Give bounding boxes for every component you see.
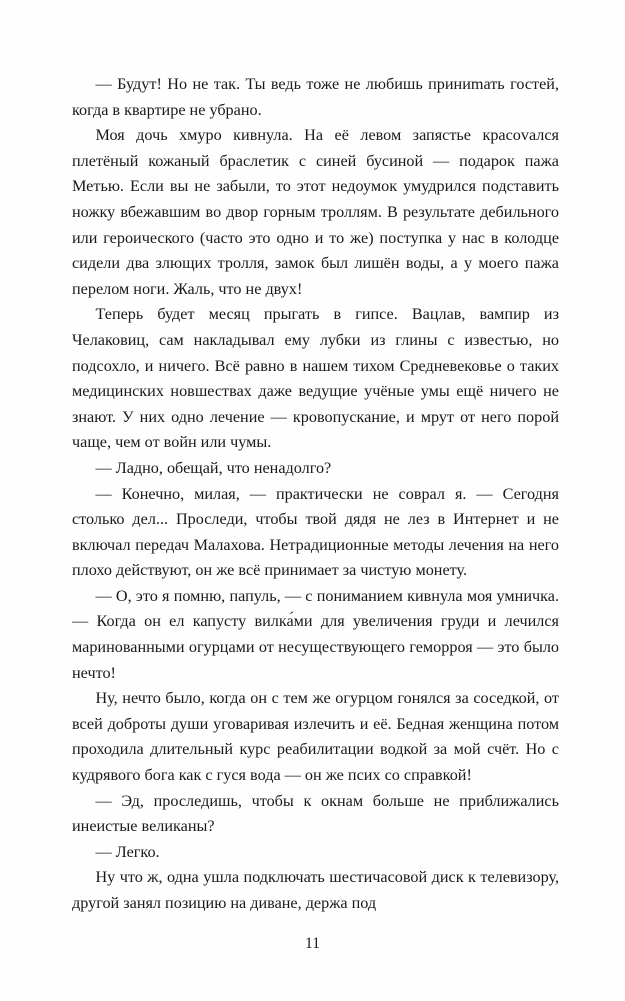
paragraph: Моя дочь хмуро кивнула. На её левом запястье красоvался плетёный кожаный браслетик с синей бусиной — подарок пажа Метью. Если вы не забыли, то этот недоумок умудрился подставить ножку вбежавшим во двор горным троллям. В результате дебильного или героического (часто это одно и то же) поступка у нас в колодце сидели два злющих тролля, замок был лишён воды, а у моего пажа перелом ноги. Жаль, что не двух! — [72, 126, 559, 298]
paragraph: Ну что ж, одна ушла подключать шестичасовой диск к телевизору, другой занял позицию на диване, держа под — [72, 868, 559, 912]
paragraph: — Эд, проследишь, чтобы к окнам больше не приближались инеистые великаны? — [72, 791, 559, 836]
paragraph: — Конечно, милая, — практически не соврал я. — Сегодня столько дел... Проследи, чтобы твой дядя не лез в Интернет и не включал передач Малахова. Нетрадиционные методы лечения на него плохо действуют, он же всё принимает за чистую монету. — [72, 484, 559, 580]
paragraph: — О, это я помню, папуль, — с пониманием кивнула моя умничка. — Когда он ел капусту вилка́ми для увеличения груди и лечился маринованными огурцами от несуществующего геморроя — это было нечто! — [72, 586, 559, 682]
paragraph: — Ладно, обещай, что ненадолго? — [95, 458, 332, 477]
page-number: 11 — [305, 935, 320, 952]
paragraph: Ну, нечто было, когда он с тем же огурцом гонялся за соседкой, от всей доброты души уговаривая излечить и её. Бедная женщина потом проходила длительный курс реабилитации водкой за мой счёт. Но с кудрявого бога как с гуся вода — он же псих со справкой! — [72, 689, 559, 785]
paragraph: — Легко. — [95, 842, 160, 861]
paragraph: Теперь будет месяц прыгать в гипсе. Вацлав, вампир из Челаковиц, сам накладывал ему лубки из глины с известью, но подсохло, и ничего. Всё равно в нашем тихом Средневековье о таких медицинских новшествах даже ведущие учёные умы ещё ничего не знают. У них одно лечение — кровопускание, и мрут от него порой чаще, чем от войн или чумы. — [72, 305, 559, 452]
page-body — [72, 72, 559, 917]
paragraph: — Будут! Но не так. Ты ведь тоже не любишь приниmать гостей, когда в квартире не убрано. — [72, 75, 559, 119]
